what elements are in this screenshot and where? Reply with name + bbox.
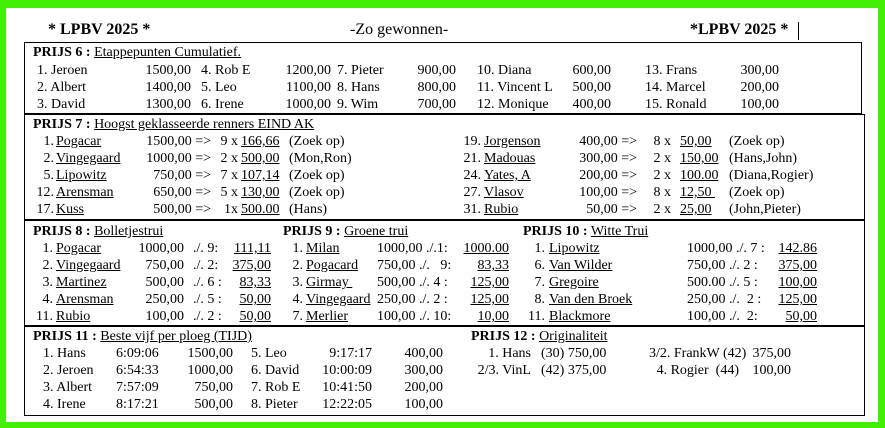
p9-rider: Merlier	[306, 309, 348, 324]
p6-name: 4. Rob E	[201, 63, 251, 78]
p6-amount: 1200,00	[285, 63, 331, 78]
p8-rider: Vingegaard	[56, 258, 121, 273]
p8-divider: ./. 5 :	[193, 292, 222, 307]
p11-team: 5. Leo	[251, 346, 287, 361]
p12-amount: 375,00	[752, 346, 791, 361]
p11-time: 12:22:05	[322, 397, 372, 412]
p10-rider: Gregoire	[549, 275, 599, 290]
p7-position: 21.	[463, 151, 481, 166]
p12-score: (42) 375,00	[541, 363, 607, 378]
p6-name: 10. Diana	[477, 63, 532, 78]
p12-entry: 3/2. FrankW (42)	[649, 346, 747, 361]
p7-multiplier: 8 x	[653, 185, 671, 200]
p11-time: 10:00:09	[322, 363, 372, 378]
p7-winners: (John,Pieter)	[729, 202, 801, 217]
p7-share: 50,00	[680, 134, 712, 149]
p8-divider: ./. 9:	[193, 241, 219, 256]
p7-position: 17.	[36, 202, 54, 217]
prize-6-title: PRIJS 6 : Etappepunten Cumulatief.	[33, 45, 242, 60]
p8-amount: 1000,00	[138, 241, 184, 256]
p6-name: 15. Ronald	[645, 97, 707, 112]
p9-amount: 1000,00 ./.1:	[377, 241, 448, 256]
p7-winners: (Mon,Ron)	[289, 151, 352, 166]
header-center: -Zo gewonnen-	[350, 21, 449, 38]
p7-amount: 650,00 =>	[153, 185, 211, 200]
p11-team: 1. Hans	[43, 346, 86, 361]
p7-rider: Arensman	[56, 185, 114, 200]
p9-result: 125,00	[470, 275, 509, 290]
p11-team: 3. Albert	[43, 380, 92, 395]
p6-name: 2. Albert	[37, 80, 86, 95]
p10-amount: 250,00 ./. 2 :	[687, 292, 762, 307]
p7-multiplier: 8 x	[653, 134, 671, 149]
prize-11-12-box	[24, 326, 865, 416]
text-cursor	[798, 22, 799, 40]
p11-amount: 1000,00	[187, 363, 233, 378]
p9-amount: 250,00 ./. 2 :	[377, 292, 448, 307]
p10-result: 100,00	[778, 275, 817, 290]
p7-rider: Vlasov	[484, 185, 524, 200]
p12-amount: 100,00	[752, 363, 791, 378]
p8-rider: Arensman	[56, 292, 114, 307]
p7-amount: 50,00 =>	[586, 202, 637, 217]
p10-position: 1.	[534, 241, 545, 256]
p7-multiplier: 2 x	[220, 151, 238, 166]
p6-amount: 700,00	[417, 97, 456, 112]
p7-share: 100.00	[680, 168, 719, 183]
p7-position: 1.	[43, 134, 54, 149]
p7-multiplier: 5 x	[220, 185, 238, 200]
p8-amount: 250,00	[145, 292, 184, 307]
p10-position: 11.	[528, 309, 545, 324]
p10-result: 125,00	[778, 292, 817, 307]
p7-amount: 1500,00 =>	[146, 134, 211, 149]
p8-result: 50,00	[239, 292, 271, 307]
p11-amount: 100,00	[404, 397, 443, 412]
p7-position: 24.	[463, 168, 481, 183]
p11-time: 10:41:50	[322, 380, 372, 395]
p12-entry: 2/3. VinL	[477, 363, 531, 378]
p7-amount: 300,00 =>	[579, 151, 637, 166]
p8-rider: Pogacar	[56, 241, 102, 256]
prize-11-title: PRIJS 11 : Beste vijf per ploeg (TIJD)	[33, 329, 252, 344]
p9-rider: Vingegaard	[306, 292, 371, 307]
p8-rider: Martinez	[56, 275, 107, 290]
p6-amount: 600,00	[572, 63, 611, 78]
p6-amount: 800,00	[417, 80, 456, 95]
p6-amount: 200,00	[740, 80, 779, 95]
p6-name: 5. Leo	[201, 80, 237, 95]
p11-time: 6:54:33	[116, 363, 159, 378]
p10-result: 50,00	[785, 309, 817, 324]
p11-amount: 500,00	[194, 397, 233, 412]
p6-amount: 300,00	[740, 63, 779, 78]
p7-multiplier: 7 x	[220, 168, 238, 183]
p7-winners: (Diana,Rogier)	[729, 168, 814, 183]
p6-amount: 1400,00	[145, 80, 191, 95]
p9-result: 1000.00	[463, 241, 509, 256]
prize-sheet	[6, 8, 878, 422]
p8-amount: 750,00	[145, 258, 184, 273]
p7-winners: (Zoek op)	[289, 168, 345, 183]
p9-result: 10,00	[477, 309, 509, 324]
prize-6-box	[24, 42, 862, 114]
p9-result: 125,00	[470, 292, 509, 307]
p7-winners: (Zoek op)	[289, 134, 345, 149]
p7-share: 166,66	[241, 134, 280, 149]
p7-amount: 750,00 =>	[153, 168, 211, 183]
p10-rider: Lipowitz	[549, 241, 600, 256]
p8-position: 11.	[36, 309, 53, 324]
p8-position: 4.	[42, 292, 53, 307]
p10-rider: Blackmore	[549, 309, 611, 324]
prize-7-box	[24, 114, 865, 220]
p7-position: 31.	[463, 202, 481, 217]
p10-position: 6.	[534, 258, 545, 273]
p6-amount: 1500,00	[145, 63, 191, 78]
p7-rider: Jorgenson	[484, 134, 541, 149]
p7-amount: 200,00 =>	[579, 168, 637, 183]
p7-winners: (Hans)	[289, 202, 328, 217]
p10-rider: Van Wilder	[549, 258, 613, 273]
p10-position: 8.	[534, 292, 545, 307]
p7-amount: 500,00 =>	[153, 202, 211, 217]
p7-share: 500,00	[241, 151, 280, 166]
p12-entry: 1. Hans	[488, 346, 531, 361]
p7-position: 5.	[43, 168, 54, 183]
p9-position: 1.	[292, 241, 303, 256]
p8-result: 50,00	[239, 309, 271, 324]
p9-amount: 100,00 ./. 10:	[377, 309, 452, 324]
p6-name: 11. Vincent L	[477, 80, 553, 95]
p7-winners: (Zoek op)	[729, 134, 785, 149]
p8-position: 3.	[42, 275, 53, 290]
p7-amount: 400,00 =>	[579, 134, 637, 149]
p7-amount: 1000,00 =>	[146, 151, 211, 166]
p7-amount: 100,00 =>	[579, 185, 637, 200]
p9-position: 2.	[292, 258, 303, 273]
p11-time: 8:17:21	[116, 397, 159, 412]
p7-share: 150,00	[680, 151, 719, 166]
header-left: * LPBV 2025 *	[48, 21, 151, 38]
p9-rider: Girmay	[306, 275, 353, 290]
p11-amount: 400,00	[404, 346, 443, 361]
p9-rider: Milan	[306, 241, 340, 256]
p11-amount: 750,00	[194, 380, 233, 395]
p8-result: 83,33	[239, 275, 271, 290]
prize-10-title: PRIJS 10 : Witte Trui	[523, 224, 649, 239]
p10-amount: 1000,00 ./. 7 :	[687, 241, 765, 256]
p6-amount: 1100,00	[286, 80, 331, 95]
p6-name: 8. Hans	[337, 80, 380, 95]
p11-time: 6:09:06	[116, 346, 159, 361]
p9-amount: 750,00 ./. 9:	[377, 258, 452, 273]
p8-amount: 500,00	[145, 275, 184, 290]
p8-result: 375,00	[232, 258, 271, 273]
p6-name: 3. David	[37, 97, 86, 112]
p7-position: 19.	[463, 134, 481, 149]
p7-share: 107,14	[241, 168, 280, 183]
p9-position: 3.	[292, 275, 303, 290]
p6-name: 6. Irene	[201, 97, 244, 112]
prize-7-title: PRIJS 7 : Hoogst geklasseerde renners EIND AK	[33, 117, 315, 132]
p7-position: 12.	[36, 185, 54, 200]
prize-9-title: PRIJS 9 : Groene trui	[283, 224, 409, 239]
p11-amount: 200,00	[404, 380, 443, 395]
p7-rider: Yates, A	[484, 168, 531, 183]
p11-amount: 1500,00	[187, 346, 233, 361]
p7-winners: (Zoek op)	[289, 185, 345, 200]
p7-rider: Madouas	[484, 151, 536, 166]
p12-entry: 4. Rogier (44)	[656, 363, 739, 378]
p8-rider: Rubio	[56, 309, 91, 324]
p6-amount: 1300,00	[145, 97, 191, 112]
p7-position: 2.	[43, 151, 54, 166]
p11-team: 4. Irene	[43, 397, 86, 412]
p6-amount: 100,00	[740, 97, 779, 112]
p7-share: 25,00	[680, 202, 712, 217]
p10-position: 7.	[534, 275, 545, 290]
p6-name: 12. Monique	[477, 97, 549, 112]
p6-amount: 900,00	[417, 63, 456, 78]
p7-share: 130,00	[241, 185, 280, 200]
p7-share: 500.00	[241, 202, 280, 217]
p10-amount: 750,00 ./. 2 :	[687, 258, 758, 273]
p10-amount: 500.00 ./. 5 :	[687, 275, 758, 290]
p7-winners: (Zoek op)	[729, 185, 785, 200]
header-right: *LPBV 2025 *	[690, 21, 789, 38]
p7-multiplier: 2 x	[653, 202, 671, 217]
p9-rider: Pogacard	[306, 258, 359, 273]
p7-rider: Lipowitz	[56, 168, 107, 183]
p7-rider: Vingegaard	[56, 151, 121, 166]
prize-8-title: PRIJS 8 : Bolletjestrui	[33, 224, 164, 239]
p8-result: 111,11	[234, 241, 271, 256]
p6-amount: 1000,00	[285, 97, 331, 112]
p8-divider: ./. 6 :	[193, 275, 222, 290]
p6-amount: 400,00	[572, 97, 611, 112]
p11-team: 6. David	[251, 363, 300, 378]
p12-score: (30) 750,00	[541, 346, 607, 361]
p7-multiplier: 1x	[224, 202, 238, 217]
p7-multiplier: 2 x	[653, 151, 671, 166]
p7-rider: Kuss	[56, 202, 85, 217]
p11-time: 9:17:17	[329, 346, 372, 361]
p11-team: 7. Rob E	[251, 380, 301, 395]
p9-position: 7.	[292, 309, 303, 324]
p11-time: 7:57:09	[116, 380, 159, 395]
p9-amount: 500,00 ./. 4 :	[377, 275, 448, 290]
p8-divider: ./. 2:	[193, 258, 219, 273]
p10-result: 142.86	[778, 241, 817, 256]
p7-rider: Rubio	[484, 202, 519, 217]
p7-share: 12,50	[680, 185, 715, 200]
p6-name: 9. Wim	[337, 97, 379, 112]
p6-amount: 500,00	[572, 80, 611, 95]
p11-team: 2. Jeroen	[43, 363, 94, 378]
p7-rider: Pogacar	[56, 134, 102, 149]
p8-position: 1.	[42, 241, 53, 256]
p10-rider: Van den Broek	[549, 292, 633, 307]
prize-12-title: PRIJS 12 : Originaliteit	[471, 329, 608, 344]
p7-multiplier: 2 x	[653, 168, 671, 183]
p7-winners: (Hans,John)	[729, 151, 798, 166]
p7-position: 27.	[463, 185, 481, 200]
p9-position: 4.	[292, 292, 303, 307]
p11-team: 8. Pieter	[251, 397, 298, 412]
p6-name: 14. Marcel	[645, 80, 706, 95]
p6-name: 13. Frans	[645, 63, 698, 78]
p8-divider: ./. 2 :	[193, 309, 222, 324]
p10-result: 375,00	[778, 258, 817, 273]
p8-amount: 100,00	[145, 309, 184, 324]
p6-name: 7. Pieter	[337, 63, 384, 78]
p6-name: 1. Jeroen	[37, 63, 88, 78]
p8-position: 2.	[42, 258, 53, 273]
prize-8-9-10-box	[24, 220, 865, 326]
p11-amount: 300,00	[404, 363, 443, 378]
p9-result: 83,33	[477, 258, 509, 273]
p10-amount: 100,00 ./. 2:	[687, 309, 758, 324]
p7-multiplier: 9 x	[220, 134, 238, 149]
